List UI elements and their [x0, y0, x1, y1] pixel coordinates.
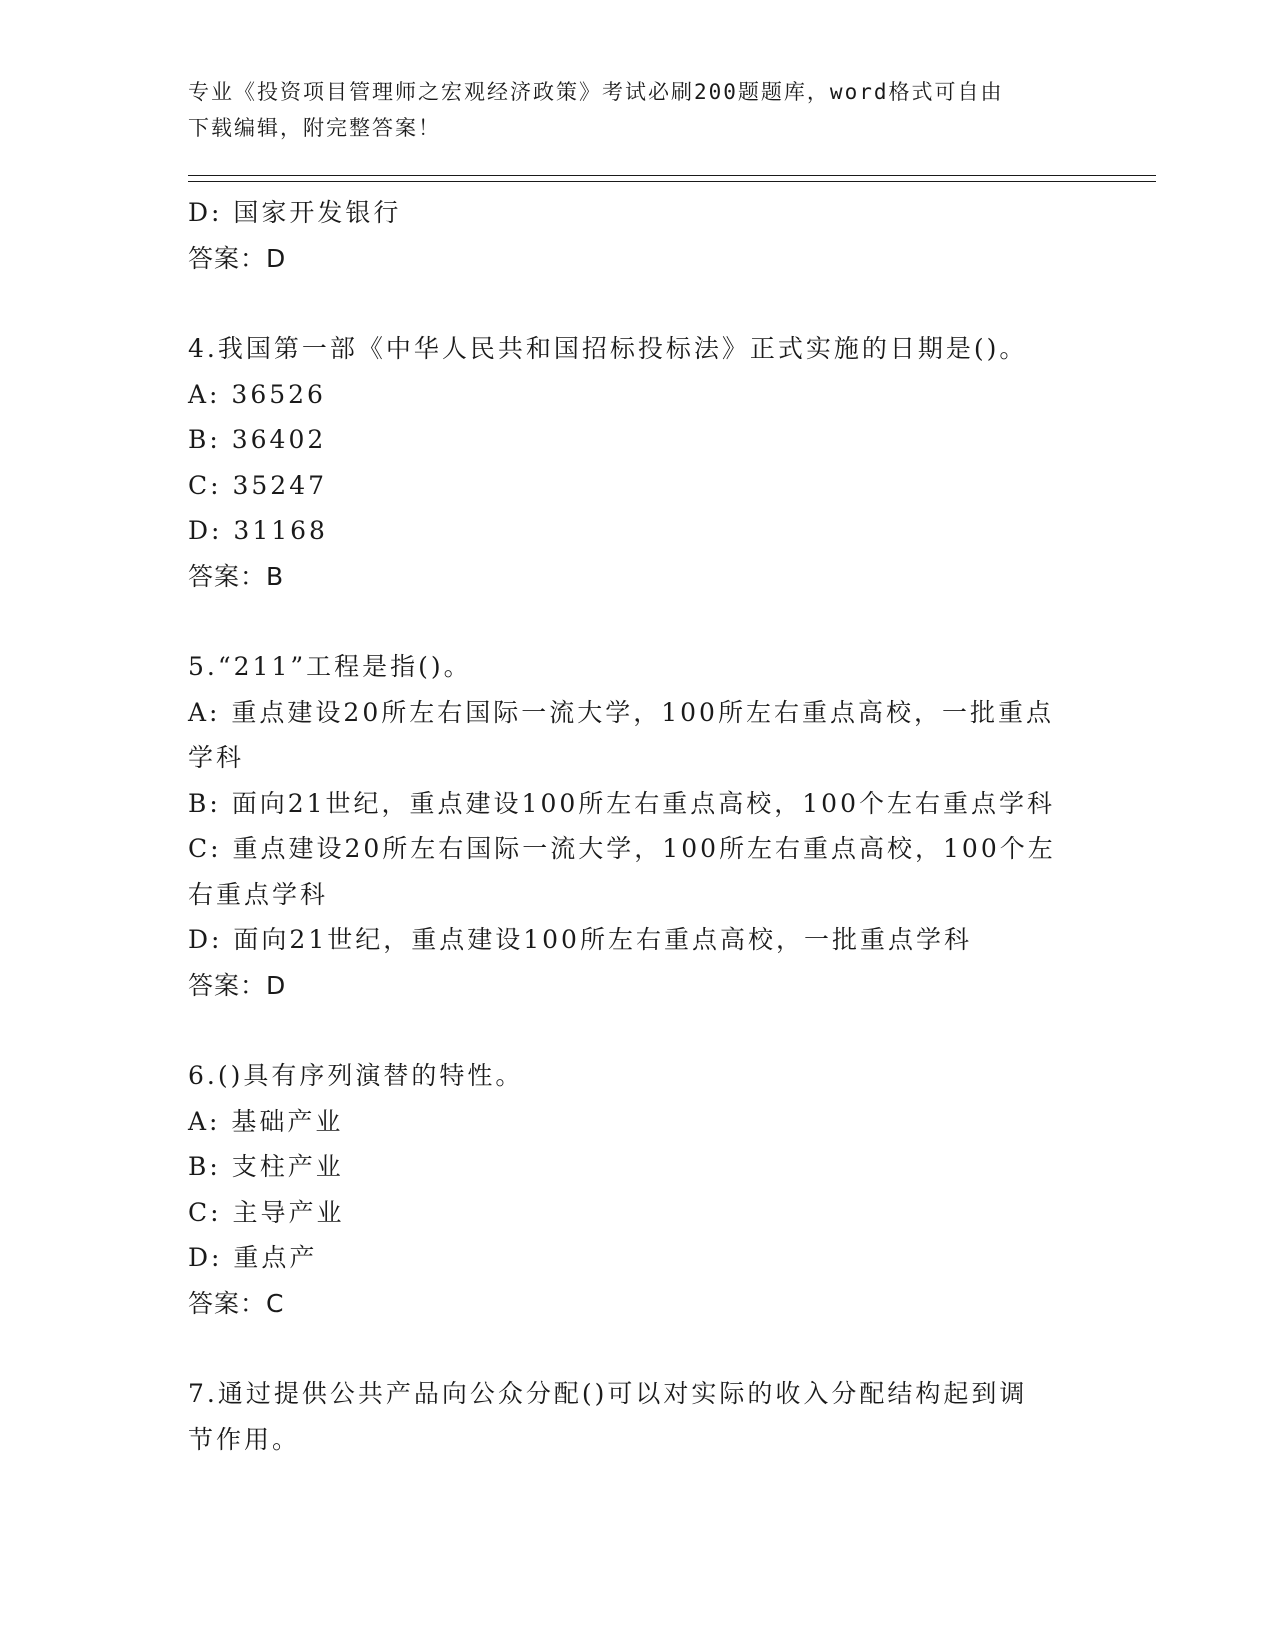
question-stem-continued: 节作用。: [188, 1424, 301, 1454]
option-c-continued: 右重点学科: [188, 879, 329, 909]
option-a-continued: 学科: [188, 743, 245, 772]
option-b: B: 面向21世纪，重点建设100所左右重点高校，100个左右重点学科: [188, 788, 1055, 818]
answer-line: 答案：D: [188, 970, 287, 1000]
header-intro-line-1: 专业《投资项目管理师之宏观经济政策》考试必刷200题题库，word格式可自由: [188, 80, 1004, 104]
previous-question-tail: [188, 190, 1088, 281]
question-5: [188, 644, 1088, 1008]
option-d: D: 31168: [188, 516, 328, 545]
question-6: [188, 1053, 1088, 1326]
header-divider-bottom: [188, 181, 1156, 182]
question-stem: 7.通过提供公共产品向公众分配()可以对实际的收入分配结构起到调: [188, 1379, 1028, 1408]
option-c: C: 35247: [188, 470, 328, 500]
option-c: C: 主导产业: [188, 1197, 345, 1227]
header-divider-top: [188, 175, 1156, 176]
option-b: B: 支柱产业: [188, 1152, 344, 1181]
option-c: C: 重点建设20所左右国际一流大学，100所左右重点高校，100个左: [188, 834, 1056, 863]
option-a: A: 36526: [188, 379, 326, 409]
answer-line: 答案：C: [188, 1288, 285, 1318]
option-d: D: 重点产: [188, 1243, 318, 1272]
option-d: D: 面向21世纪，重点建设100所左右重点高校，一批重点学科: [188, 925, 972, 954]
option-a: A: 基础产业: [188, 1106, 344, 1136]
question-stem: 5.“211”工程是指()。: [188, 652, 472, 681]
question-stem: 4.我国第一部《中华人民共和国招标投标法》正式实施的日期是()。: [188, 334, 1028, 363]
question-stem: 6.()具有序列演替的特性。: [188, 1061, 524, 1090]
question-4: [188, 326, 1088, 599]
question-content: [188, 190, 1088, 1462]
option-b: B: 36402: [188, 425, 327, 454]
document-header: [188, 74, 1088, 146]
option-a: A: 重点建设20所左右国际一流大学，100所左右重点高校，一批重点: [188, 697, 1054, 727]
answer-line: 答案：D: [188, 243, 287, 273]
answer-line: 答案：B: [188, 561, 285, 591]
option-d: D: 国家开发银行: [188, 198, 402, 227]
question-7: [188, 1371, 1088, 1462]
header-intro-line-2: 下载编辑，附完整答案！: [188, 116, 441, 140]
